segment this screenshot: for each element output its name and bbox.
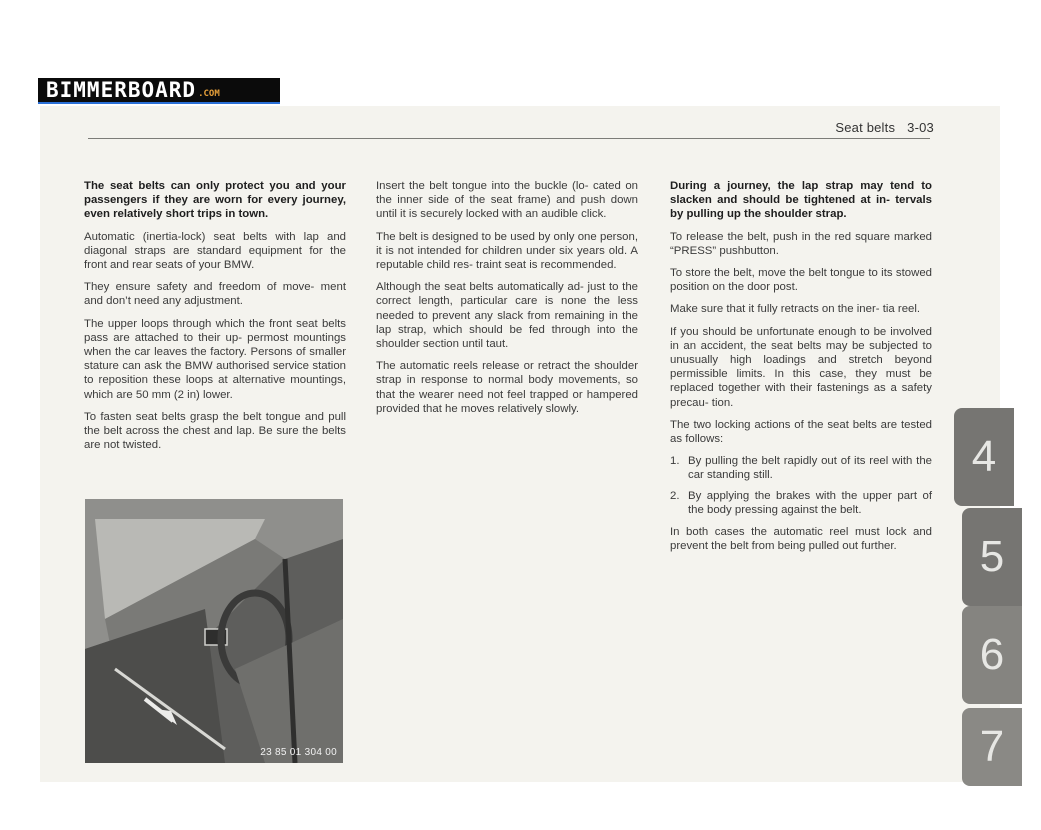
paragraph: They ensure safety and freedom of move- ment and don’t need any adjustment. <box>84 281 346 308</box>
watermark-logo <box>38 78 280 104</box>
text-column-2 <box>376 179 638 424</box>
section-title: Seat belts <box>835 120 896 135</box>
section-tab-7: 7 <box>962 708 1022 786</box>
page-header <box>835 120 934 135</box>
header-rule <box>88 138 930 139</box>
paragraph: Make sure that it fully retracts on the iner- tia reel. <box>670 303 921 316</box>
paragraph: Although the seat belts automatically ad- just to the correct length, particular care is none the less needed to prevent any slack from remaining in the lap strap, which should be fed through into the shoulder section until taut. <box>376 281 638 351</box>
paragraph: The upper loops through which the front seat belts pass are attached to their up- permost mountings when the car leaves the factory. Persons of smaller stature can ask the BMW authorised service station to reposition these loops at alternative mountings, which are 50 mm (2 in) lower. <box>84 317 346 401</box>
paragraph: Insert the belt tongue into the buckle (lo- cated on the inner side of the seat frame) and push down until it is securely locked with an audible click. <box>376 180 638 221</box>
paragraph: In both cases the automatic reel must lock and prevent the belt from being pulled out further. <box>670 526 932 553</box>
list-item <box>670 454 932 482</box>
paragraph: To fasten seat belts grasp the belt tongue and pull the belt across the chest and lap. Be sure the belts are not twisted. <box>84 410 346 452</box>
list-text: By pulling the belt rapidly out of its reel with the car standing still. <box>688 455 932 482</box>
seat-belt-photo <box>85 499 343 763</box>
paragraph: The automatic reels release or retract the shoulder strap in response to normal body movements, so that the wearer need not feel trapped or hampered provided that he moves relatively slowly. <box>376 360 638 415</box>
paragraph: The belt is designed to be used by only one person, it is not intended for children under six years old. A reputable child res- traint seat is recommended. <box>376 230 638 272</box>
figure-code: 23 85 01 304 00 <box>260 747 337 758</box>
paragraph: The two locking actions of the seat belts are tested as follows: <box>670 418 932 446</box>
watermark-domain: .COM <box>198 89 220 99</box>
page-number: 3-03 <box>907 120 934 135</box>
manual-page <box>40 106 1005 782</box>
text-column-3 <box>670 179 932 561</box>
text-column-1 <box>84 179 346 460</box>
section-tab-4: 4 <box>954 408 1014 506</box>
watermark-brand: BIMMERBOARD <box>46 78 197 102</box>
paragraph: To release the belt, push in the red square marked “PRESS” pushbutton. <box>670 230 932 257</box>
list-item <box>670 489 932 517</box>
list-number: 1. <box>670 455 680 468</box>
list-number: 2. <box>670 489 680 502</box>
section-tab-6: 6 <box>962 606 1022 704</box>
test-list <box>670 454 932 517</box>
paragraph: The seat belts can only protect you and your passengers if they are worn for every journey, even relatively short trips in town. <box>84 180 346 221</box>
paragraph: To store the belt, move the belt tongue to its stowed position on the door post. <box>670 267 932 294</box>
paragraph: During a journey, the lap strap may tend to slacken and should be tightened at in- tervals by pulling up the shoulder strap. <box>670 180 932 221</box>
paragraph: If you should be unfortunate enough to be involved in an accident, the seat belts may be subjected to unusually high loadings and stretch beyond permissible limits. In this case, they must be replaced together with their fastenings as a safety precau- tion. <box>670 325 932 409</box>
section-tab-5: 5 <box>962 508 1022 606</box>
car-interior-illustration <box>85 499 343 763</box>
list-text: By applying the brakes with the upper part of the body pressing against the belt. <box>688 489 932 516</box>
paragraph: Automatic (inertia-lock) seat belts with lap and diagonal straps are standard equipment for the front and rear seats of your BMW. <box>84 230 346 272</box>
